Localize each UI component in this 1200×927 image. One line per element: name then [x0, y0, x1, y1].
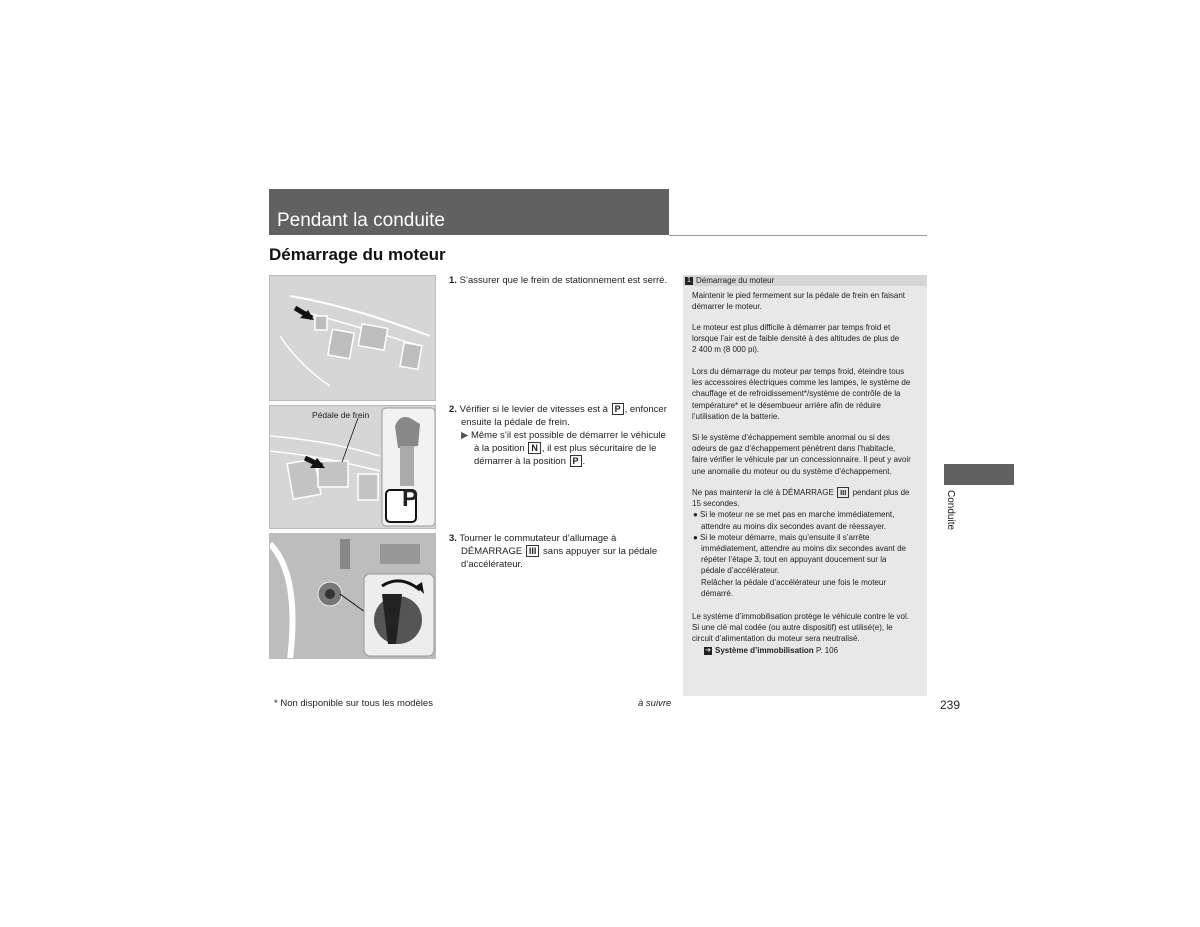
key-n: N	[528, 442, 541, 454]
note-icon: 1	[685, 277, 693, 285]
sidebar-title: Démarrage du moteur	[696, 276, 775, 285]
ignition-illustration	[269, 533, 436, 659]
page-number: 239	[940, 698, 961, 712]
step-2-text-a: Vérifier si le levier de vitesses est à	[459, 404, 608, 415]
sidebar-header	[683, 275, 927, 286]
pedals-illustration	[269, 275, 436, 401]
step-3-line3: d’accélérateur.	[461, 559, 523, 570]
reference-arrow-icon: ➔	[705, 646, 711, 654]
step-2-sub2b: , il est plus sécuritaire de le	[541, 443, 657, 454]
gear-letter-p: P	[401, 485, 418, 512]
bullet-arrow-icon: ▶	[461, 430, 469, 441]
step-3-number: 3.	[449, 533, 457, 544]
sidebar-para-1: Maintenir le pied fermement sur la pédale de frein en faisant démarrer le moteur.	[692, 291, 906, 312]
step-2-text-b: , enfoncer	[624, 404, 667, 415]
footnote: * Non disponible sur tous les modèles	[274, 698, 433, 709]
header-rule	[669, 235, 927, 236]
sidebar-bullet-1: ● Si le moteur ne se met pas en marche immédiatement, attendre au moins dix secondes avant de réessayer.	[693, 510, 895, 531]
key-iii: III	[526, 545, 540, 557]
section-title: Démarrage du moteur	[269, 245, 446, 264]
sidebar-para-4: Si le système d’échappement semble anormal ou si des odeurs de gaz d’échappement pénètrent dans l’habitacle, faire vérifier le véhicule par un concessionnaire. Il peut y avoir une anomalie du moteur ou du système d’échappement.	[692, 433, 911, 476]
sidebar-para-3: Lors du démarrage du moteur par temps froid, éteindre tous les accessoires électriques comme les lampes, le système de chauffage et de refroidissement*/système de contrôle de la température* et le désembueur arrière afin de réduire l’utilisation de la batterie.	[692, 367, 911, 421]
step-3	[449, 532, 679, 571]
cross-reference-link[interactable]	[692, 645, 920, 656]
step-1-number: 1.	[449, 275, 457, 286]
sidebar-para-6: Le système d’immobilisation protège le véhicule contre le vol. Si une clé mal codée (ou autre dispositif) est utilisé(e), le circuit d’alimentation du moteur sera neutralisé. ➔ Système d’immobilisation P. 106	[692, 611, 920, 656]
chapter-title: Pendant la conduite	[277, 210, 445, 231]
sidebar-bullet-2: ● Si le moteur démarre, mais qu’ensuite il s’arrête immédiatement, attendre au moins dix secondes avant de répéter l’étape 3, tout en appuyant doucement sur la pédale d’accélérateur. Relâcher la pédale d’accélérateur une fois le moteur démarré.	[693, 532, 907, 598]
reference-page: P. 106	[815, 645, 839, 655]
step-1	[449, 274, 667, 287]
step-2-sub3b: .	[582, 456, 586, 467]
step-3-line2a: DÉMARRAGE	[461, 546, 523, 557]
chapter-tab[interactable]	[944, 464, 1014, 485]
chapter-tab-label: Conduite	[945, 490, 956, 531]
key-p: P	[612, 403, 624, 415]
key-iii-sidebar: III	[837, 487, 849, 498]
step-1-text: S’assurer que le frein de stationnement est serré.	[459, 275, 668, 286]
key-p-2: P	[570, 455, 582, 467]
step-3-line2b: sans appuyer sur la pédale	[543, 546, 658, 557]
step-2-sub3a: démarrer à la position	[474, 456, 566, 467]
step-2-sub2a: à la position	[474, 443, 525, 454]
step-2-sub1: Même s’il est possible de démarrer le véhicule	[470, 430, 666, 441]
sidebar-para-5: Ne pas maintenir la clé à DÉMARRAGE III pendant plus de 15 secondes. ● Si le moteur ne se met pas en marche immédiatement, attendre au moins dix secondes avant de réessayer. ● Si le moteur démarre, mais qu’ensuite il s’arrête immédiatement, attendre au moins dix secondes avant de répéter l’étape 3, tout en appuyant doucement sur la pédale d’accélérateur. Relâcher la pédale d’accélérateur une fois le moteur démarré.	[692, 487, 920, 599]
sidebar-para-2: Le moteur est plus difficile à démarrer par temps froid et lorsque l’air est de faible densité à des altitudes de plus de 2 400 m (8 000 pi).	[692, 323, 900, 355]
step-3-line1: Tourner le commutateur d’allumage à	[459, 533, 617, 544]
step-2-line2: ensuite la pédale de frein.	[461, 417, 570, 428]
reference-label: Système d’immobilisation	[715, 645, 814, 655]
brake-pedal-label: Pédale de frein	[312, 410, 370, 420]
step-2	[449, 403, 679, 468]
step-2-number: 2.	[449, 404, 457, 415]
continued-marker: à suivre	[638, 698, 672, 709]
